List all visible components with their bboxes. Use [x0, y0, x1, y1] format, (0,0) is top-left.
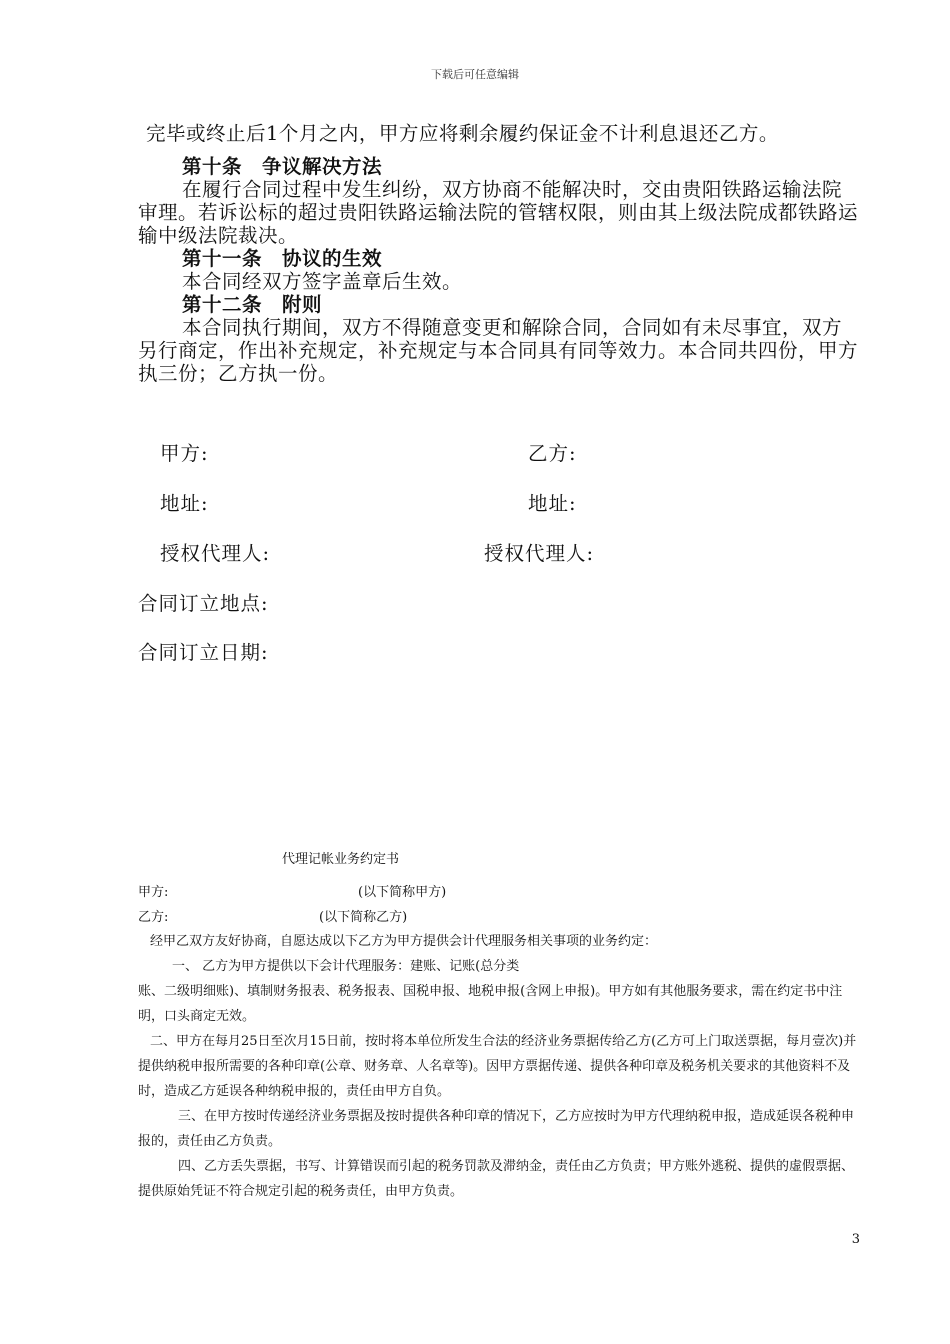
contract-date-label: 合同订立日期:	[138, 641, 269, 664]
article-10-heading: 第十条 争议解决方法	[182, 155, 383, 178]
agreement-item-1a: 一、 乙方为甲方提供以下会计代理服务：建账、记账(总分类	[172, 959, 520, 974]
contract-body	[138, 122, 858, 385]
party-b-label: 乙方:	[528, 442, 577, 465]
article-11-text: 本合同经双方签字盖章后生效。	[182, 270, 463, 293]
address-a-label: 地址:	[160, 492, 209, 515]
article-12-heading: 第十二条 附则	[182, 293, 323, 316]
article-11-heading: 第十一条 协议的生效	[182, 247, 383, 270]
agreement-party-b-note: (以下简称乙方)	[319, 910, 408, 925]
article-10-text: 在履行合同过程中发生纠纷，双方协商不能解决时，交由贵阳铁路运输法院审理。若诉讼标的超过贵阳铁路运输法院的管辖权限，则由其上级法院成都铁路运输中级法院裁决。	[138, 178, 859, 247]
article-12-text: 本合同执行期间，双方不得随意变更和解除合同，合同如有未尽事宜，双方另行商定，作出补充规定，补充规定与本合同具有同等效力。本合同共四份，甲方执三份；乙方执一份。	[138, 316, 859, 385]
address-b-label: 地址:	[528, 492, 577, 515]
agreement-item-1b: 账、二级明细账)、填制财务报表、税务报表、国税申报、地税申报(含网上申报)。甲方如有其他服务要求，需在约定书中注明，口头商定无效。	[138, 984, 843, 1024]
contract-place-label: 合同订立地点:	[138, 592, 269, 615]
agreement-intro: 经甲乙双方友好协商，自愿达成以下乙方为甲方提供会计代理服务相关事项的业务约定：	[150, 934, 658, 949]
agreement-party-b-label: 乙方:	[138, 910, 169, 925]
agreement-item-4: 四、乙方丢失票据，书写、计算错误而引起的税务罚款及滞纳金，责任由乙方负责；甲方账外逃税、提供的虚假票据、提供原始凭证不符合规定引起的税务责任，由甲方负责。	[138, 1159, 855, 1199]
agreement-item-3: 三、在甲方按时传递经济业务票据及按时提供各种印章的情况下，乙方应按时为甲方代理纳税申报，造成延误各税种申报的，责任由乙方负责。	[138, 1109, 855, 1149]
agent-b-label: 授权代理人:	[484, 542, 595, 565]
agreement-title: 代理记帐业务约定书	[282, 852, 400, 867]
agreement-item-2: 二、甲方在每月25日至次月15日前，按时将本单位所发生合法的经济业务票据传给乙方(乙方可上门取送票据，每月壹次)并提供纳税申报所需要的各种印章(公章、财务章、人名章等)。因甲方票据传递、提供各种印章及税务机关要求的其他资料不及时，造成乙方延误各种纳税申报的，责任由甲方自负。	[138, 1034, 857, 1099]
paragraph-deposit-refund: 完毕或终止后1个月之内，甲方应将剩余履约保证金不计利息退还乙方。	[146, 122, 779, 145]
agreement-body	[138, 929, 858, 1204]
page-header: 下载后可任意编辑	[431, 68, 519, 81]
party-a-label: 甲方:	[160, 442, 209, 465]
agent-a-label: 授权代理人:	[160, 542, 271, 565]
agreement-party-a-note: (以下简称甲方)	[358, 885, 447, 900]
page-number: 3	[851, 1232, 860, 1247]
agreement-party-a-label: 甲方:	[138, 885, 169, 900]
